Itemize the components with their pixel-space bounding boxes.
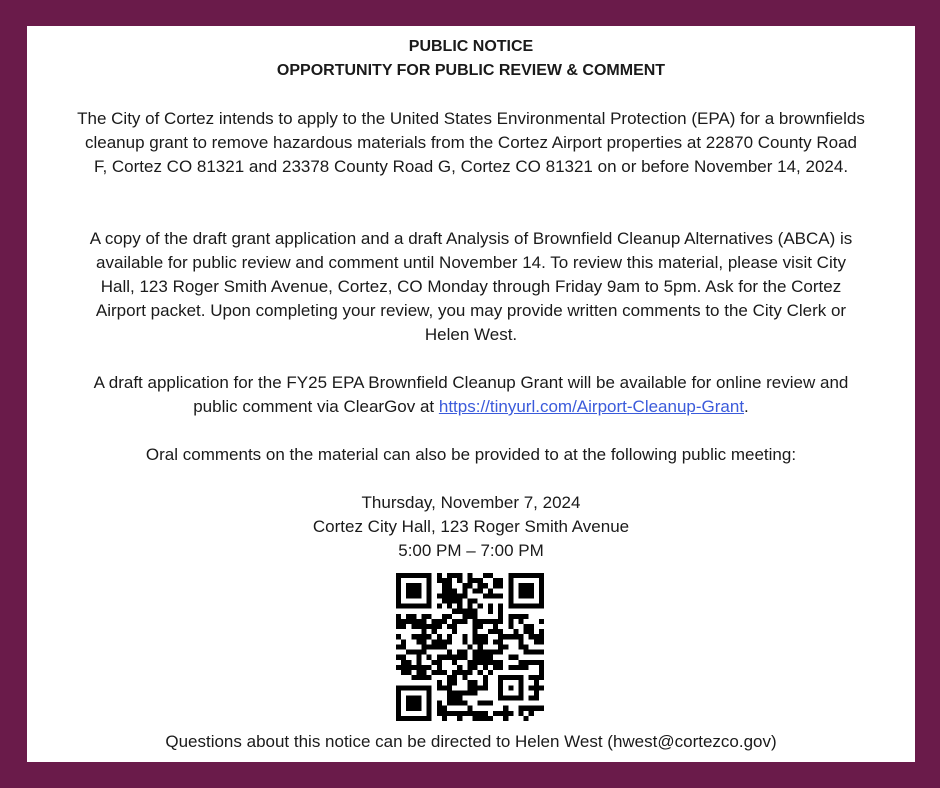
meeting-time: 5:00 PM – 7:00 PM (398, 541, 544, 560)
qr-code-icon[interactable] (396, 573, 544, 721)
online-review-period: . (744, 397, 749, 416)
intro-paragraph: The City of Cortez intends to apply to the United States Environmental Protection (EPA) for a brownfields cleanup grant to remove hazardous materials from the Cortez Airport properties at 22870 County Road F, Cortez CO 81321 and 23378 County Road G, Cortez CO 81321 on or before November 14, 2024. (77, 109, 865, 176)
oral-comments-paragraph: Oral comments on the material can also be provided to at the following public meeting: (145, 445, 797, 464)
online-review-paragraph (77, 371, 865, 419)
contact-footer: Questions about this notice can be directed to Helen West (hwest@cortezco.gov) (165, 732, 777, 751)
meeting-date: Thursday, November 7, 2024 (361, 493, 581, 512)
notice-card (27, 26, 915, 762)
notice-title: PUBLIC NOTICE (408, 38, 534, 55)
review-paragraph: A copy of the draft grant application and a draft Analysis of Brownfield Cleanup Alternatives (ABCA) is available for public review and comment until November 14. To review this material, please visit City Hall, 123 Roger Smith Avenue, Cortez, CO Monday through Friday 9am to 5pm. Ask for the Cortez Airport packet. Upon completing your review, you may provide written comments to the City Clerk or Helen West. (89, 229, 853, 344)
meeting-location: Cortez City Hall, 123 Roger Smith Avenue (312, 517, 630, 536)
cleargov-link[interactable]: https://tinyurl.com/Airport-Cleanup-Grant (438, 397, 745, 416)
notice-subtitle: OPPORTUNITY FOR PUBLIC REVIEW & COMMENT (276, 62, 666, 79)
online-review-text: A draft application for the FY25 EPA Brownfield Cleanup Grant will be available for online review and public comment via ClearGov at (93, 373, 849, 416)
